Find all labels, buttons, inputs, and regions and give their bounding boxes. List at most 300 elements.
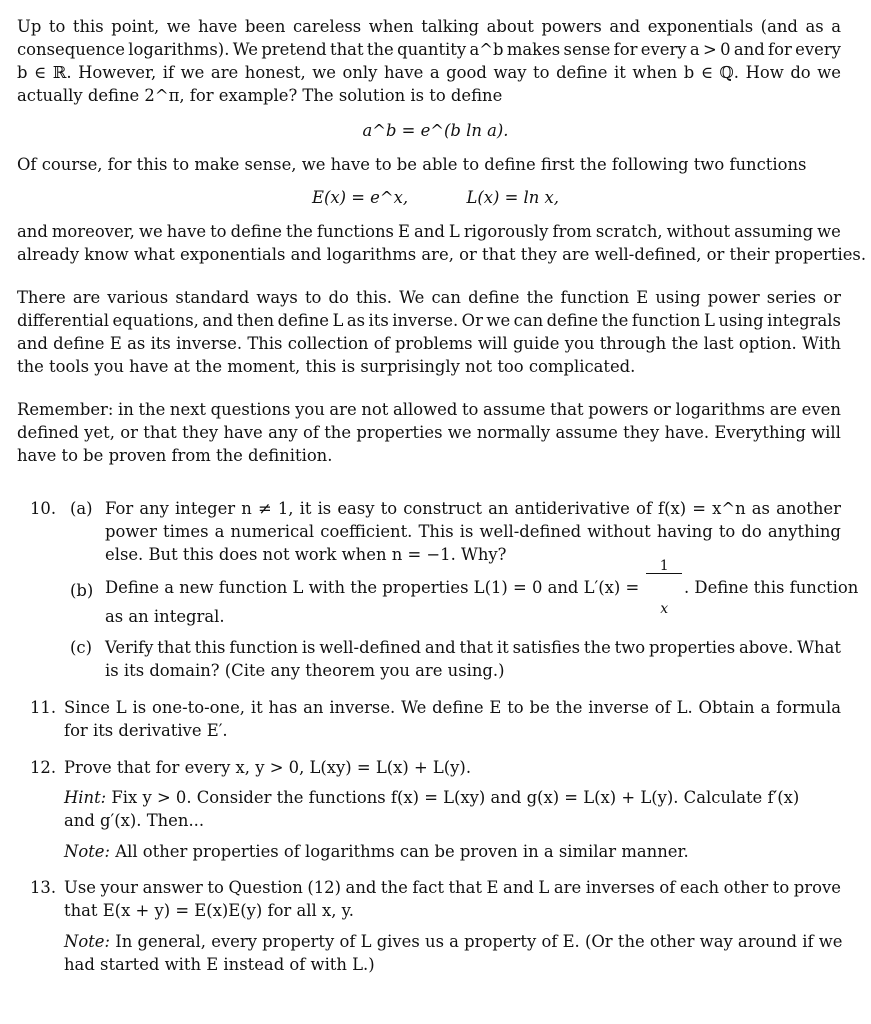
text-line [64, 930, 841, 953]
word: Everything [714, 423, 806, 442]
fraction-denominator: x [660, 600, 669, 617]
word: for [613, 40, 638, 59]
problem-12 [64, 756, 841, 779]
word: power [707, 288, 760, 307]
word: and [17, 222, 48, 241]
word: your [100, 878, 139, 897]
word: of [659, 878, 676, 897]
word: are [769, 400, 798, 419]
word: E [489, 698, 502, 717]
word: be [529, 698, 550, 717]
word: of [654, 698, 671, 717]
intro-paragraph-4 [17, 286, 841, 378]
word: without [666, 222, 731, 241]
word: we [817, 63, 841, 82]
word: anything [767, 522, 841, 541]
word: f(x) [658, 499, 687, 518]
word: this [72, 17, 104, 36]
word: define [432, 698, 484, 717]
word: can [513, 311, 544, 330]
word: when [368, 17, 414, 36]
word: its [150, 334, 171, 353]
word: define [468, 288, 520, 307]
word: without [587, 522, 651, 541]
word: to [380, 499, 398, 518]
word: when [632, 63, 678, 82]
word: above. [739, 638, 794, 657]
word: problems [394, 334, 473, 353]
word: and [424, 638, 456, 657]
word: 1, [277, 499, 294, 518]
word: coefficient. [320, 522, 413, 541]
word: to [207, 878, 224, 897]
word: can [431, 288, 461, 307]
word: will [811, 423, 841, 442]
word: they [623, 423, 660, 442]
word: L [115, 698, 127, 717]
word: or [823, 288, 841, 307]
word: differential [17, 311, 110, 330]
word: (12) [307, 878, 341, 897]
word: define [546, 311, 599, 330]
word: you [295, 400, 325, 419]
equation-text: a^b = e^(b ln a). [362, 121, 509, 140]
word: a [429, 63, 440, 82]
word: a [760, 698, 771, 717]
intro-paragraph-5 [17, 398, 841, 467]
word: exponentials [647, 17, 754, 36]
word: integer [175, 499, 236, 518]
word: the [286, 222, 313, 241]
text-line: Prove that for every x, y > 0, L(xy) = L(x) + L(y). [64, 758, 472, 777]
word: normally [476, 423, 551, 442]
word: we [817, 222, 841, 241]
word: been [244, 17, 286, 36]
word: two [614, 638, 646, 657]
word: equations, [112, 311, 199, 330]
word: define [556, 63, 608, 82]
word: or [653, 400, 671, 419]
part-label-10b: (b) [70, 581, 94, 600]
hint-text: Fix y > 0. Consider the functions f(x) = L(xy) and g(x) = L(x) + L(y). Calculate f′(x) [111, 788, 800, 807]
word: to [507, 698, 524, 717]
word: properties [356, 423, 443, 442]
word: Remember: [17, 400, 114, 419]
problem-10b-text: Define a new function L with the properties L(1) = 0 and L′(x) = [105, 577, 645, 597]
word: another [776, 499, 841, 518]
text-line [17, 398, 841, 421]
word: We [232, 40, 258, 59]
word: is [301, 638, 316, 657]
word: powers [541, 17, 602, 36]
word: point, [111, 17, 160, 36]
word: as [127, 334, 146, 353]
word: to [461, 400, 479, 419]
word: its [368, 311, 389, 330]
word: > [703, 40, 717, 59]
word: last [703, 334, 734, 353]
word: are [210, 63, 239, 82]
word: inverse. [329, 698, 396, 717]
hint-label: Hint: [64, 788, 107, 807]
word: do [790, 63, 811, 82]
word: to [718, 522, 736, 541]
word: as [346, 311, 366, 330]
word: option. [738, 334, 797, 353]
word: Verify [105, 638, 154, 657]
text-line: and g′(x). Then... [64, 811, 205, 830]
fraction-numerator: 1 [646, 559, 682, 574]
word: inverse. [392, 311, 459, 330]
problem-12-note [64, 840, 841, 863]
word: using [655, 288, 701, 307]
text-line [64, 876, 841, 899]
word: easy [337, 499, 375, 518]
word: the [583, 638, 611, 657]
word: we [312, 63, 336, 82]
word: a [831, 17, 841, 36]
word: integrals [767, 311, 841, 330]
word: E [486, 878, 499, 897]
word: only [342, 63, 378, 82]
problem-number-10: 10. [30, 499, 57, 518]
word: the [366, 40, 394, 59]
word: have. [664, 423, 710, 442]
word: of [302, 423, 319, 442]
word: this. [356, 288, 393, 307]
word: that [157, 638, 191, 657]
problem-10b-text-end: . Define this function [684, 577, 859, 597]
word: ℚ. [719, 63, 740, 82]
word: formula [776, 698, 841, 717]
word: as [805, 17, 824, 36]
part-label-10a: (a) [70, 499, 93, 518]
word: and [345, 878, 377, 897]
word: then [236, 311, 275, 330]
word: has [268, 698, 298, 717]
word: logarithms). [128, 40, 230, 59]
text-line: had started with E instead of with L.) [64, 955, 375, 974]
word: is [132, 698, 147, 717]
word: a^b [469, 40, 504, 59]
word: have [198, 17, 238, 36]
word: = [692, 499, 706, 518]
word: even [801, 400, 841, 419]
word: sense [563, 40, 611, 59]
equation-power-definition [0, 119, 871, 142]
text-line: actually define 2^π, for example? The solution is to define [17, 86, 503, 105]
word: rigorously [463, 222, 549, 241]
word: E [109, 334, 122, 353]
word: Or [461, 311, 483, 330]
problem-13 [64, 876, 841, 922]
intro-paragraph-1 [17, 15, 841, 107]
word: it [299, 499, 312, 518]
word: guide [512, 334, 560, 353]
text-line [105, 520, 841, 543]
word: 0 [720, 40, 731, 59]
word: L. [676, 698, 693, 717]
word: We [401, 698, 427, 717]
word: various [107, 288, 169, 307]
word: next [169, 400, 206, 419]
word: For [105, 499, 134, 518]
text-line [17, 421, 841, 444]
word: b [683, 63, 695, 82]
equation-exponential: E(x) = e^x, [311, 188, 409, 207]
word: to [533, 63, 550, 82]
problem-13-note [64, 930, 841, 976]
word: answer [142, 878, 203, 897]
word: well-defined [319, 638, 421, 657]
text-line: have to be proven from the definition. [17, 446, 333, 465]
word: scratch, [595, 222, 663, 241]
word: is [317, 499, 332, 518]
word: numerical [230, 522, 315, 541]
word: Question [228, 878, 303, 897]
text-line: Of course, for this to make sense, we have to be able to define first the following two functions [17, 155, 807, 174]
word: L [703, 311, 715, 330]
word: L [538, 878, 550, 897]
word: any [139, 499, 169, 518]
word: function [229, 638, 298, 657]
word: any [268, 423, 298, 442]
word: pretend [261, 40, 327, 59]
word: talking [421, 17, 480, 36]
word: we [180, 63, 205, 82]
word: This [418, 522, 454, 541]
word: assuming [734, 222, 814, 241]
note-label: Note: [64, 932, 111, 951]
word: it [496, 638, 509, 657]
word: prove [793, 878, 841, 897]
text-line [17, 286, 841, 309]
text-line [17, 332, 841, 355]
problem-number-12: 12. [30, 758, 57, 777]
word: define [277, 311, 329, 330]
word: it [250, 698, 263, 717]
word: standard [175, 288, 250, 307]
word: questions [210, 400, 291, 419]
intro-paragraph-2 [17, 153, 841, 176]
problem-10a [105, 497, 841, 566]
text-line [64, 786, 841, 809]
word: inverses [585, 878, 655, 897]
word: assume [555, 423, 618, 442]
word: that [330, 40, 364, 59]
word: the [601, 311, 629, 330]
word: have [166, 222, 207, 241]
word: have [383, 63, 424, 82]
word: a [214, 522, 225, 541]
word: as [751, 499, 770, 518]
word: and [414, 222, 445, 241]
text-line: already know what exponentials and logarithms are, or that they are well-defined, or their properties. [17, 245, 867, 264]
word: good [446, 63, 487, 82]
text-line [105, 497, 841, 520]
word: function [560, 288, 630, 307]
word: function [631, 311, 701, 330]
problem-number-13: 13. [30, 878, 57, 897]
word: What [797, 638, 841, 657]
problem-10c [105, 636, 841, 682]
word: honest, [244, 63, 306, 82]
word: we [166, 17, 191, 36]
word: they [182, 423, 219, 442]
equation-function-definitions [0, 186, 871, 209]
word: will [477, 334, 508, 353]
word: of [635, 499, 652, 518]
word: powers [588, 400, 649, 419]
word: in [118, 400, 134, 419]
word: every [795, 40, 841, 59]
word: antiderivative [514, 499, 630, 518]
word: the [671, 334, 699, 353]
word: not [361, 400, 389, 419]
word: one-to-one, [152, 698, 245, 717]
word: each [679, 878, 720, 897]
word: to [772, 878, 790, 897]
problem-number-11: 11. [30, 698, 57, 717]
word: are [329, 400, 357, 419]
word: satisfies [512, 638, 581, 657]
text-line [17, 309, 841, 332]
word: E [398, 222, 410, 241]
word: Up [17, 17, 42, 36]
word: careless [292, 17, 362, 36]
word: for [768, 40, 792, 59]
word: the [138, 400, 166, 419]
word: makes [506, 40, 561, 59]
word: the [324, 423, 352, 442]
word: E [636, 288, 649, 307]
text-line: that E(x + y) = E(x)E(y) for all x, y. [64, 901, 354, 920]
word: well-defined [479, 522, 582, 541]
text-line [105, 636, 841, 659]
word: This [247, 334, 283, 353]
word: the [555, 698, 583, 717]
word: construct [403, 499, 482, 518]
word: an [488, 499, 509, 518]
word: this [194, 638, 226, 657]
word: from [552, 222, 592, 241]
text-line: else. But this does not work when n = −1. Why? [105, 545, 507, 564]
word: b [17, 63, 28, 82]
word: consequence [17, 40, 125, 59]
text-line: as an integral. [105, 607, 225, 626]
problem-12-hint [64, 786, 841, 832]
word: to [304, 288, 322, 307]
note-text: In general, every property of L gives us a property of E. (Or the other way around if we [115, 932, 843, 951]
word: series [766, 288, 817, 307]
text-line [17, 38, 841, 61]
word: times [163, 522, 209, 541]
word: or [120, 423, 138, 442]
word: ∈ [700, 63, 713, 82]
word: defined [17, 423, 79, 442]
word: to [210, 222, 227, 241]
word: With [802, 334, 841, 353]
word: that [550, 400, 584, 419]
word: moreover, [51, 222, 135, 241]
text-line: the tools you have at the moment, this is surprisingly not too complicated. [17, 357, 636, 376]
word: that [143, 423, 177, 442]
word: do [328, 288, 349, 307]
word: Obtain [698, 698, 755, 717]
word: ℝ. [52, 63, 72, 82]
word: and [609, 17, 641, 36]
word: do [741, 522, 762, 541]
word: quantity [397, 40, 467, 59]
word: we [486, 311, 511, 330]
word: (and [760, 17, 798, 36]
word: and [17, 334, 48, 353]
word: we [447, 423, 472, 442]
word: way [493, 63, 527, 82]
word: and [733, 40, 765, 59]
word: you [564, 334, 595, 353]
word: we [138, 222, 163, 241]
word: through [599, 334, 667, 353]
word: properties [648, 638, 736, 657]
word: the [526, 288, 554, 307]
note-label: Note: [64, 842, 111, 861]
word: to [48, 17, 66, 36]
word: Use [64, 878, 96, 897]
word: Since [64, 698, 110, 717]
word: ways [256, 288, 298, 307]
word: about [486, 17, 534, 36]
word: n [241, 499, 252, 518]
word: are [553, 878, 582, 897]
text-line [17, 220, 841, 243]
word: allowed [392, 400, 458, 419]
text-line: for its derivative E′. [64, 721, 228, 740]
word: We [399, 288, 425, 307]
word: using [718, 311, 764, 330]
word: ≠ [257, 499, 272, 518]
text-line: is its domain? (Cite any theorem you are using.) [105, 661, 505, 680]
word: inverse. [176, 334, 243, 353]
word: is [459, 522, 474, 541]
intro-paragraph-3 [17, 220, 867, 266]
word: of [373, 334, 390, 353]
fraction-one-over-x [646, 531, 682, 644]
word: logarithms [675, 400, 766, 419]
word: fact [412, 878, 444, 897]
word: define [53, 334, 105, 353]
problem-11 [64, 696, 841, 742]
text-line [17, 61, 841, 84]
word: every [640, 40, 687, 59]
word: power [105, 522, 157, 541]
word: other [723, 878, 769, 897]
word: and [503, 878, 534, 897]
word: have [223, 423, 263, 442]
word: that [459, 638, 494, 657]
word: collection [287, 334, 369, 353]
word: x^n [712, 499, 746, 518]
word: yet, [84, 423, 115, 442]
word: are [72, 288, 101, 307]
text-line [17, 15, 841, 38]
word: an [303, 698, 324, 717]
problem-10b [105, 557, 859, 628]
word: the [380, 878, 408, 897]
word: assume [483, 400, 546, 419]
word: it [614, 63, 626, 82]
word: having [656, 522, 713, 541]
